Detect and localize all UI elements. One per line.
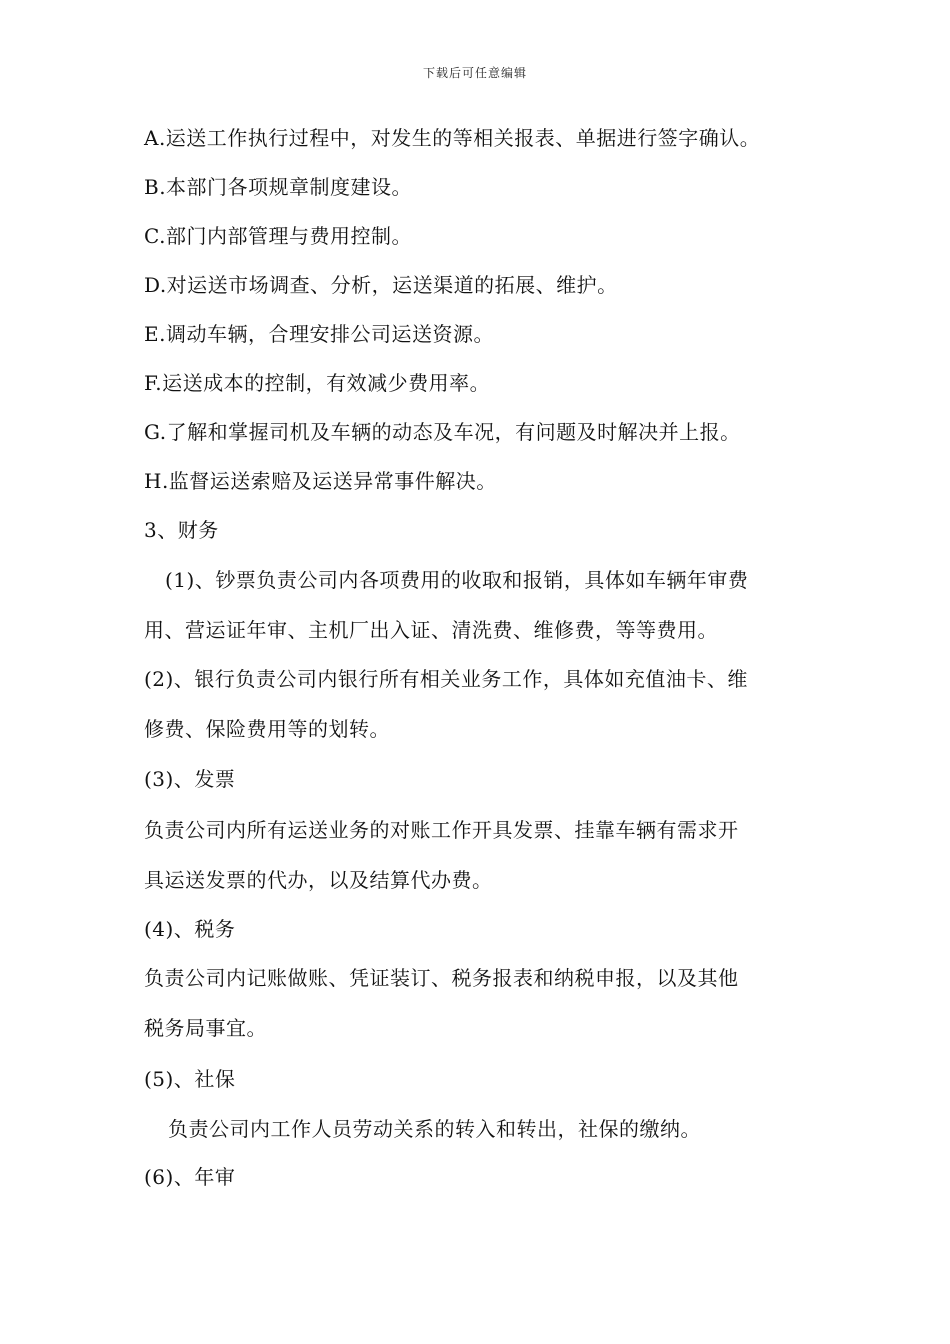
paragraph-line: (1)、钞票负责公司内各项费用的收取和报销，具体如车辆年审费 bbox=[165, 568, 749, 592]
subheading-social-security: (5)、社保 bbox=[144, 1067, 236, 1091]
subheading-invoice: (3)、发票 bbox=[144, 767, 236, 791]
paragraph-line: 具运送发票的代办，以及结算代办费。 bbox=[144, 868, 493, 892]
page-header: 下载后可任意编辑 bbox=[422, 66, 527, 80]
paragraph-line: 负责公司内工作人员劳动关系的转入和转出，社保的缴纳。 bbox=[168, 1117, 701, 1141]
paragraph-line: 修费、保险费用等的划转。 bbox=[144, 717, 390, 741]
duty-item-d: D.对运送市场调查、分析，运送渠道的拓展、维护。 bbox=[144, 273, 618, 297]
paragraph-line: 负责公司内记账做账、凭证装订、税务报表和纳税申报，以及其他 bbox=[144, 966, 739, 990]
duty-item-a: A.运送工作执行过程中，对发生的等相关报表、单据进行签字确认。 bbox=[144, 126, 761, 150]
duty-item-e: E.调动车辆，合理安排公司运送资源。 bbox=[144, 322, 494, 346]
duty-item-b: B.本部门各项规章制度建设。 bbox=[144, 175, 413, 199]
duty-item-g: G.了解和掌握司机及车辆的动态及车况，有问题及时解决并上报。 bbox=[144, 420, 741, 444]
duty-item-c: C.部门内部管理与费用控制。 bbox=[144, 224, 412, 248]
duty-item-h: H.监督运送索赔及运送异常事件解决。 bbox=[144, 469, 497, 493]
paragraph-line: 用、营运证年审、主机厂出入证、清洗费、维修费，等等费用。 bbox=[144, 618, 718, 642]
subheading-annual-review: (6)、年审 bbox=[144, 1165, 236, 1189]
duty-item-f: F.运送成本的控制，有效减少费用率。 bbox=[144, 371, 491, 395]
paragraph-line: 税务局事宜。 bbox=[144, 1016, 267, 1040]
subheading-tax: (4)、税务 bbox=[144, 917, 236, 941]
paragraph-line: 负责公司内所有运送业务的对账工作开具发票、挂靠车辆有需求开 bbox=[144, 818, 739, 842]
section-heading-finance: 3、财务 bbox=[144, 518, 219, 542]
paragraph-line: (2)、银行负责公司内银行所有相关业务工作，具体如充值油卡、维 bbox=[144, 667, 748, 691]
